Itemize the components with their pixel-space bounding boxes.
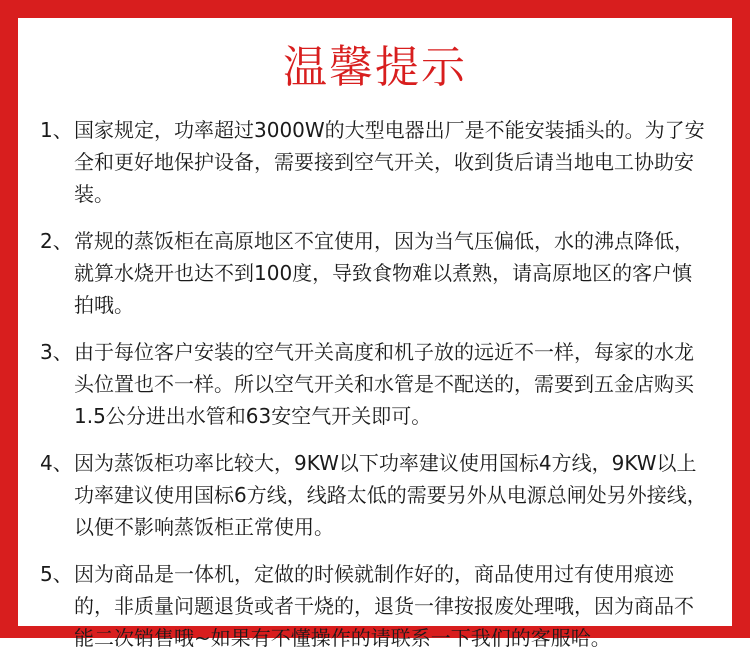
notice-text: 常规的蒸饭柜在高原地区不宜使用，因为当气压偏低，水的沸点降低，就算水烧开也达不到100度，导致食物难以煮熟，请高原地区的客户慎拍哦。	[74, 229, 694, 317]
notice-item-5	[40, 558, 710, 654]
notice-text: 国家规定，功率超过3000W的大型电器出厂是不能安装插头的。为了安全和更好地保护设备，需要接到空气开关，收到货后请当地电工协助安装。	[74, 118, 705, 206]
notice-text: 由于每位客户安装的空气开关高度和机子放的远近不一样，每家的水龙头位置也不一样。所以空气开关和水管是不配送的，需要到五金店购买1.5公分进出水管和63安空气开关即可。	[74, 340, 694, 428]
notice-list	[40, 114, 710, 669]
notice-item-3	[40, 336, 710, 432]
notice-number: 3、	[40, 340, 73, 364]
notice-number: 1、	[40, 118, 73, 142]
notice-number: 4、	[40, 451, 73, 475]
page-title: 温馨提示	[283, 42, 467, 93]
notice-number: 5、	[40, 562, 73, 586]
notice-item-4	[40, 447, 710, 543]
notice-number: 2、	[40, 229, 73, 253]
notice-text: 因为商品是一体机，定做的时候就制作好的，商品使用过有使用痕迹的，非质量问题退货或者干烧的，退货一律按报废处理哦，因为商品不能二次销售哦~如果有不懂操作的请联系一下我们的客服哈。	[74, 562, 694, 650]
notice-item-1	[40, 114, 710, 210]
notice-item-2	[40, 225, 710, 321]
notice-text: 因为蒸饭柜功率比较大，9KW以下功率建议使用国标4方线，9KW以上功率建议使用国标6方线，线路太低的需要另外从电源总闸处另外接线，以便不影响蒸饭柜正常使用。	[74, 451, 707, 539]
